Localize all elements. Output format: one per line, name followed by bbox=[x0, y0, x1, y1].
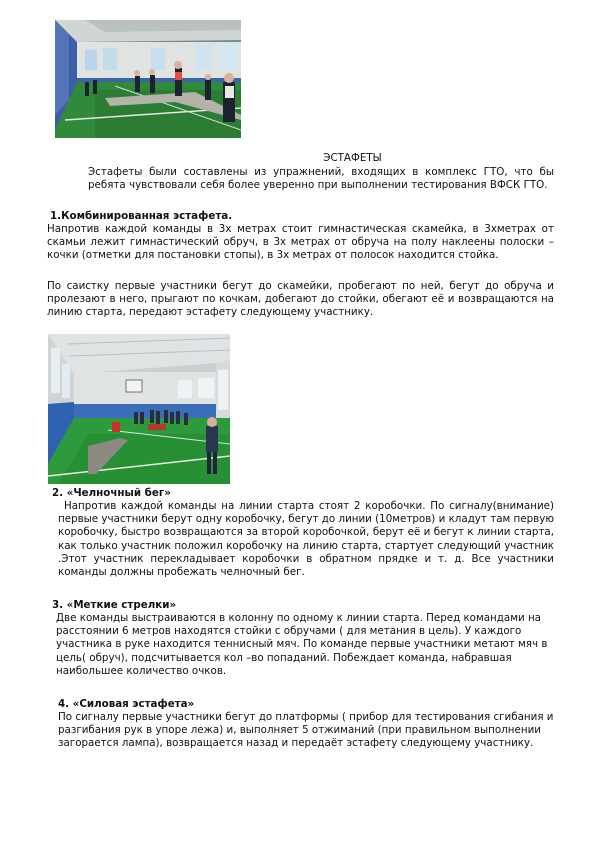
section-1-paragraph-1: Напротив каждой команды в 3х метрах стоит гимнастическая скамейка, в 3хметрах от скамьи лежит гимнастический обруч, в 3х метрах от обруча на полу наклеены полоски – кочки (отметки для постановки стопы), в 3х метрах от полосок находится стойка. bbox=[47, 223, 554, 262]
section-1-heading: 1.Комбинированная эстафета. bbox=[50, 210, 233, 222]
section-4-paragraph-1: По сигналу первые участники бегут до платформы ( прибор для тестирования сгибания и разгибания рук в упоре лежа) и, выполняет 5 отжиманий (при правильном выполнении загорается лампа), возвращается назад и передаёт эстафету следующему участнику. bbox=[58, 711, 554, 750]
section-2-heading: 2. «Челночный бег» bbox=[52, 487, 171, 499]
section-3-paragraph-1: Две команды выстраиваются в колонну по одному к линии старта. Перед командами на расстоянии 6 метров находятся стойки с обручами ( для метания в цель). У каждого участника в руке находится теннисный мяч. По команде первые участники метают мяч в цель( обруч), подсчитывается кол –во попаданий. Побеждает команда, набравшая наибольшее количество очков. bbox=[56, 612, 548, 677]
gym-photo-1 bbox=[55, 20, 241, 138]
gym-photo-2-image bbox=[48, 334, 230, 484]
gym-photo-1-image bbox=[55, 20, 241, 138]
section-2-paragraph-1: Напротив каждой команды на линии старта стоят 2 коробочки. По сигналу(внимание) первые участники берут одну коробочку, бегут до линии (10метров) и кладут там первую коробочку, быстро возвращаются за второй коробочкой, берут её и бегут к линии старта, как только участник положил коробочку на линию старта, стартует следующий участник .Этот участник перекладывает коробочки в обратном прядке и т. д. Все участники команды должны пробежать челночный бег. bbox=[58, 500, 554, 579]
intro-paragraph: Эстафеты были составлены из упражнений, входящих в комплекс ГТО, что бы ребята чувствовали себя более уверенно при выполнении тестирования ВФСК ГТО. bbox=[88, 166, 554, 192]
section-3-heading: 3. «Меткие стрелки» bbox=[52, 599, 177, 611]
page-title: ЭСТАФЕТЫ bbox=[323, 152, 382, 164]
section-4-heading: 4. «Силовая эстафета» bbox=[58, 698, 195, 710]
section-1-paragraph-2: По саистку первые участники бегут до скамейки, пробегают по ней, бегут до обруча и пролезают в него, прыгают по кочкам, добегают до стойки, обегают её и возвращаются на линию старта, передают эстафету следующему участнику. bbox=[47, 280, 554, 319]
gym-photo-2 bbox=[48, 334, 230, 484]
